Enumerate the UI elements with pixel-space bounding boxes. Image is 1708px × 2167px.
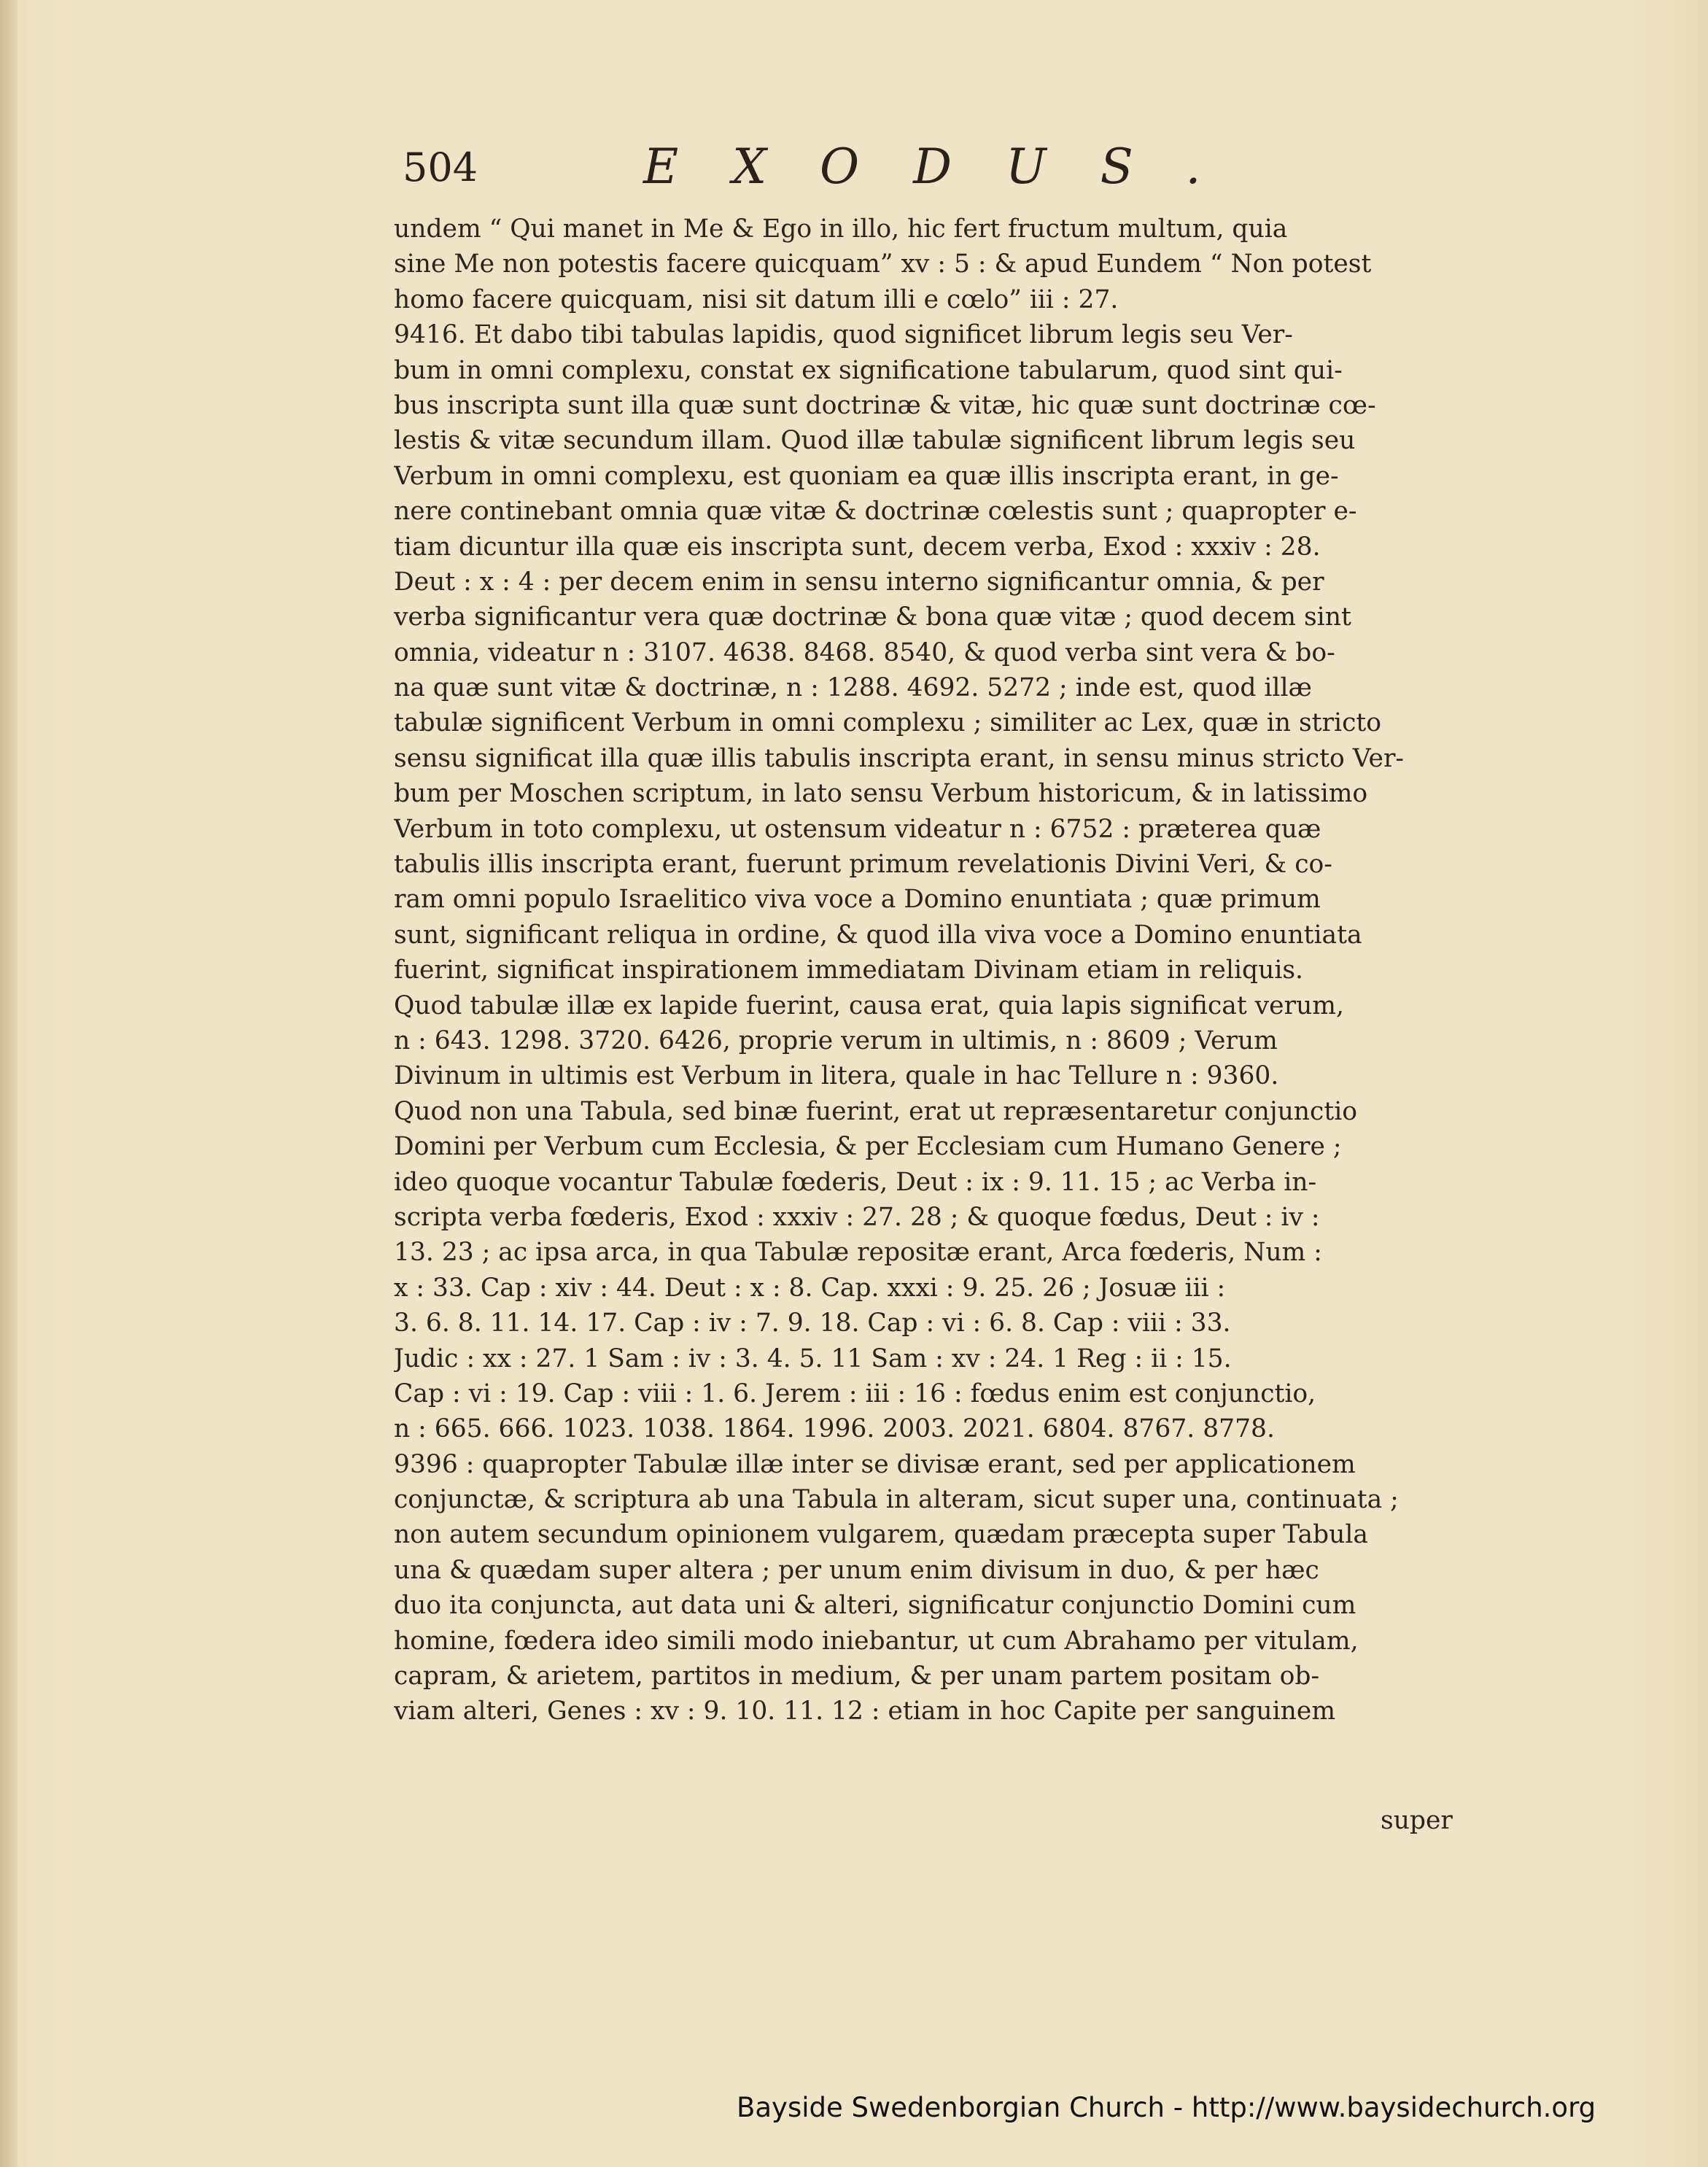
text-line: ideo quoque vocantur Tabulæ fœderis, Deut : ix : 9. 11. 15 ; ac Verba in- — [394, 1167, 1317, 1197]
text-line: scripta verba fœderis, Exod : xxxiv : 27. 28 ; & quoque fœdus, Deut : iv : — [394, 1202, 1320, 1232]
text-line: duo ita conjuncta, aut data uni & alteri, significatur conjunctio Domini cum — [394, 1591, 1356, 1621]
text-line: 9416. Et dabo tibi tabulas lapidis, quod significet librum legis seu Ver- — [394, 320, 1293, 350]
text-line: Quod tabulæ illæ ex lapide fuerint, causa erat, quia lapis significat verum, — [394, 991, 1344, 1020]
text-line: homine, fœdera ideo simili modo iniebantur, ut cum Abrahamo per vitulam, — [394, 1626, 1359, 1656]
text-line: na quæ sunt vitæ & doctrinæ, n : 1288. 4692. 5272 ; inde est, quod illæ — [394, 673, 1312, 703]
text-line: sine Me non potestis facere quicquam” xv : 5 : & apud Eundem “ Non potest — [394, 249, 1372, 279]
text-line: Deut : x : 4 : per decem enim in sensu interno significantur omnia, & per — [394, 567, 1324, 597]
text-line: verba significantur vera quæ doctrinæ & bona quæ vitæ ; quod decem sint — [394, 602, 1351, 632]
text-line: bum per Moschen scriptum, in lato sensu Verbum historicum, & in latissimo — [394, 779, 1368, 809]
text-line: 3. 6. 8. 11. 14. 17. Cap : iv : 7. 9. 18. Cap : vi : 6. 8. Cap : viii : 33. — [394, 1309, 1231, 1338]
page-number: 504 — [403, 144, 478, 190]
text-line: conjunctæ, & scriptura ab una Tabula in alteram, sicut super una, continuata ; — [394, 1485, 1399, 1515]
text-line: fuerint, significat inspirationem immediatam Divinam etiam in reliquis. — [394, 955, 1304, 985]
text-line: sunt, significant reliqua in ordine, & quod illa viva voce a Domino enuntiata — [394, 920, 1362, 950]
text-line: 13. 23 ; ac ipsa arca, in qua Tabulæ repositæ erant, Arca fœderis, Num : — [394, 1238, 1322, 1268]
catchword: super — [1381, 1806, 1453, 1835]
text-line: lestis & vitæ secundum illam. Quod illæ tabulæ significent librum legis seu — [394, 426, 1356, 456]
text-line: 9396 : quapropter Tabulæ illæ inter se divisæ erant, sed per applicationem — [394, 1449, 1356, 1479]
text-line: Judic : xx : 27. 1 Sam : iv : 3. 4. 5. 11 Sam : xv : 24. 1 Reg : ii : 15. — [394, 1344, 1232, 1373]
book-title: EXODUS. — [643, 139, 1255, 195]
text-line: una & quædam super altera ; per unum enim divisum in duo, & per hæc — [394, 1555, 1319, 1585]
site-watermark: Bayside Swedenborgian Church - http://www.baysidechurch.org — [737, 2092, 1596, 2123]
text-line: bum in omni complexu, constat ex significatione tabularum, quod sint qui- — [394, 355, 1343, 385]
spine-shadow — [0, 0, 18, 2167]
text-line: Domini per Verbum cum Ecclesia, & per Ecclesiam cum Humano Genere ; — [394, 1132, 1342, 1162]
running-head — [403, 139, 1475, 212]
body-text — [394, 212, 1480, 1729]
text-line: Cap : vi : 19. Cap : viii : 1. 6. Jerem : iii : 16 : fœdus enim est conjunctio, — [394, 1379, 1316, 1408]
text-line: tiam dicuntur illa quæ eis inscripta sunt, decem verba, Exod : xxxiv : 28. — [394, 532, 1321, 562]
text-line: Verbum in toto complexu, ut ostensum videatur n : 6752 : præterea quæ — [394, 814, 1321, 844]
text-line: ram omni populo Israelitico viva voce a Domino enuntiata ; quæ primum — [394, 885, 1321, 915]
text-line: capram, & arietem, partitos in medium, & per unam partem positam ob- — [394, 1662, 1320, 1691]
text-line: omnia, videatur n : 3107. 4638. 8468. 8540, & quod verba sint vera & bo- — [394, 637, 1335, 667]
text-line: tabulis illis inscripta erant, fuerunt primum revelationis Divini Veri, & co- — [394, 850, 1332, 880]
text-line: nere continebant omnia quæ vitæ & doctrinæ cœlestis sunt ; quapropter e- — [394, 497, 1357, 527]
text-line: Verbum in omni complexu, est quoniam ea quæ illis inscripta erant, in ge- — [394, 461, 1339, 491]
text-line: Quod non una Tabula, sed binæ fuerint, erat ut repræsentaretur conjunctio — [394, 1096, 1358, 1126]
text-line: x : 33. Cap : xiv : 44. Deut : x : 8. Cap. xxxi : 9. 25. 26 ; Josuæ iii : — [394, 1273, 1226, 1303]
text-line: non autem secundum opinionem vulgarem, quædam præcepta super Tabula — [394, 1520, 1368, 1550]
text-line: n : 665. 666. 1023. 1038. 1864. 1996. 2003. 2021. 6804. 8767. 8778. — [394, 1414, 1275, 1444]
text-line: Divinum in ultimis est Verbum in litera, quale in hac Tellure n : 9360. — [394, 1061, 1279, 1091]
text-line: homo facere quicquam, nisi sit datum illi e cœlo” iii : 27. — [394, 284, 1119, 314]
text-line: undem “ Qui manet in Me & Ego in illo, hic fert fructum multum, quia — [394, 214, 1288, 244]
text-line: tabulæ significent Verbum in omni complexu ; similiter ac Lex, quæ in stricto — [394, 708, 1382, 738]
text-line: sensu significat illa quæ illis tabulis inscripta erant, in sensu minus stricto Ver- — [394, 743, 1405, 773]
text-line: n : 643. 1298. 3720. 6426, proprie verum in ultimis, n : 8609 ; Verum — [394, 1026, 1278, 1055]
text-line: bus inscripta sunt illa quæ sunt doctrinæ & vitæ, hic quæ sunt doctrinæ cœ- — [394, 390, 1376, 420]
text-line: viam alteri, Genes : xv : 9. 10. 11. 12 : etiam in hoc Capite per sanguinem — [394, 1697, 1336, 1726]
